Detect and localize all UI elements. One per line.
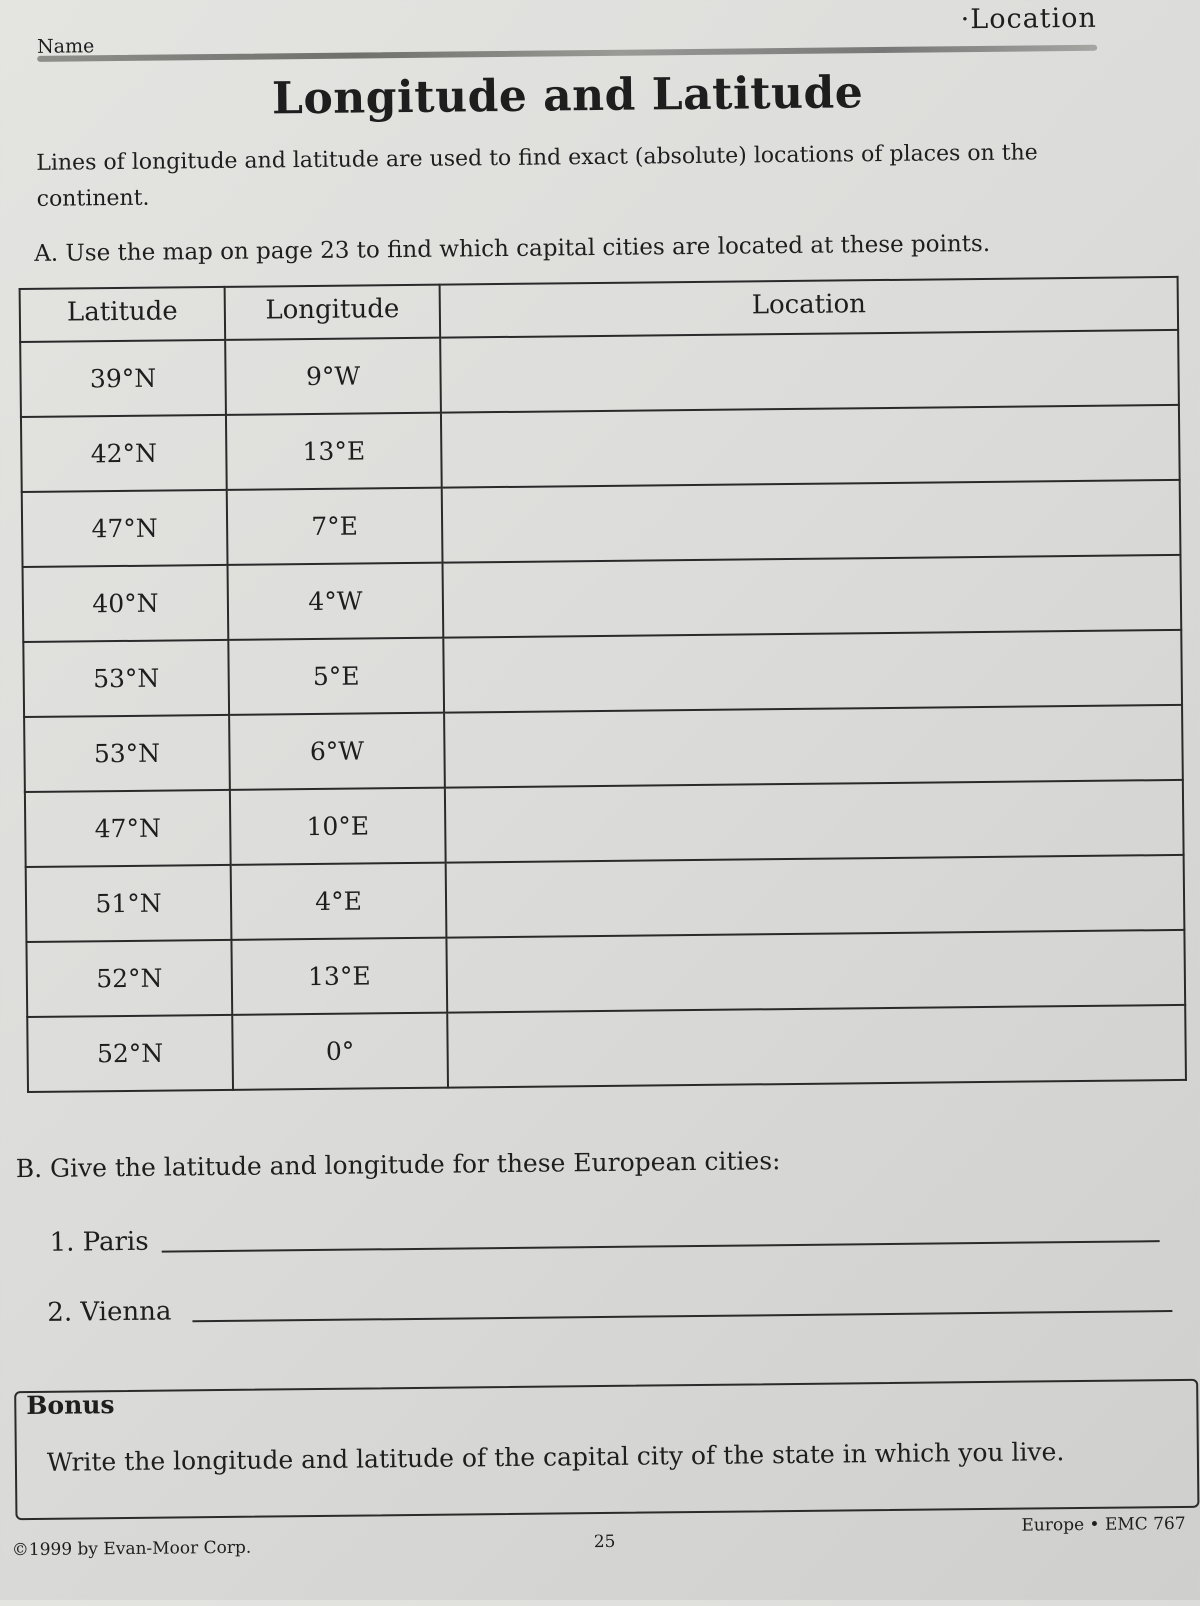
longitude-cell: 13°E xyxy=(226,413,442,490)
latitude-cell: 47°N xyxy=(25,790,231,867)
latitude-cell: 40°N xyxy=(23,565,229,642)
bonus-box xyxy=(14,1379,1199,1520)
copyright: ©1999 by Evan-Moor Corp. xyxy=(11,1537,252,1561)
latitude-cell: 39°N xyxy=(20,340,226,417)
section-a-instruction: A. Use the map on page 23 to find which capital cities are located at these points. xyxy=(34,230,991,267)
table-row xyxy=(21,405,1180,492)
location-cell[interactable] xyxy=(443,555,1182,638)
longitude-cell: 6°W xyxy=(229,713,445,790)
longitude-cell: 13°E xyxy=(231,938,447,1015)
table-row xyxy=(20,330,1179,417)
location-cell[interactable] xyxy=(445,780,1184,863)
latitude-cell: 51°N xyxy=(26,865,232,942)
latitude-cell: 53°N xyxy=(23,640,229,717)
table-row xyxy=(23,630,1182,717)
location-cell[interactable] xyxy=(447,1005,1186,1088)
table-row xyxy=(22,480,1181,567)
longitude-cell: 4°W xyxy=(228,563,444,640)
answer-label-paris: 1. Paris xyxy=(49,1226,149,1258)
bonus-heading: Bonus xyxy=(26,1390,115,1421)
section-b-instruction: B. Give the latitude and longitude for these European cities: xyxy=(15,1146,781,1184)
answer-vienna xyxy=(47,1286,1172,1332)
answer-line-paris[interactable] xyxy=(162,1240,1160,1252)
longitude-cell: 10°E xyxy=(230,788,446,865)
answer-paris xyxy=(49,1216,1159,1262)
page-number: 25 xyxy=(593,1531,616,1553)
series-label: Europe • EMC 767 xyxy=(1021,1513,1186,1536)
column-header-longitude: Longitude xyxy=(225,285,441,340)
latitude-cell: 52°N xyxy=(26,940,232,1017)
table-row xyxy=(24,705,1183,792)
latitude-cell: 47°N xyxy=(22,490,228,567)
category-label: ·Location xyxy=(960,2,1098,36)
latitude-cell: 42°N xyxy=(21,415,227,492)
bonus-text: Write the longitude and latitude of the capital city of the state in which you live. xyxy=(46,1437,1065,1477)
coordinates-table xyxy=(19,276,1187,1093)
answer-line-vienna[interactable] xyxy=(192,1310,1172,1322)
longitude-cell: 4°E xyxy=(231,863,447,940)
latitude-cell: 52°N xyxy=(27,1015,233,1092)
table-row xyxy=(25,780,1184,867)
longitude-cell: 9°W xyxy=(225,338,441,415)
intro-paragraph: Lines of longitude and latitude are used to find exact (absolute) locations of places on the continent. xyxy=(36,140,1038,212)
name-line xyxy=(37,45,1097,62)
longitude-cell: 7°E xyxy=(227,488,443,565)
longitude-cell: 5°E xyxy=(228,638,444,715)
location-cell[interactable] xyxy=(446,930,1185,1013)
name-label: Name xyxy=(36,35,95,58)
answer-label-vienna: 2. Vienna xyxy=(47,1296,172,1328)
location-cell[interactable] xyxy=(443,630,1182,713)
table-row xyxy=(26,930,1185,1017)
longitude-cell: 0° xyxy=(232,1013,448,1090)
table-row xyxy=(23,555,1182,642)
table-row xyxy=(27,1005,1186,1092)
column-header-latitude: Latitude xyxy=(20,287,226,342)
location-cell[interactable] xyxy=(442,480,1181,563)
table-row xyxy=(26,855,1185,942)
location-cell[interactable] xyxy=(444,705,1183,788)
location-cell[interactable] xyxy=(446,855,1185,938)
page-title: Longitude and Latitude xyxy=(271,67,864,125)
location-cell[interactable] xyxy=(440,330,1179,413)
latitude-cell: 53°N xyxy=(24,715,230,792)
column-header-location: Location xyxy=(440,277,1179,338)
location-cell[interactable] xyxy=(441,405,1180,488)
